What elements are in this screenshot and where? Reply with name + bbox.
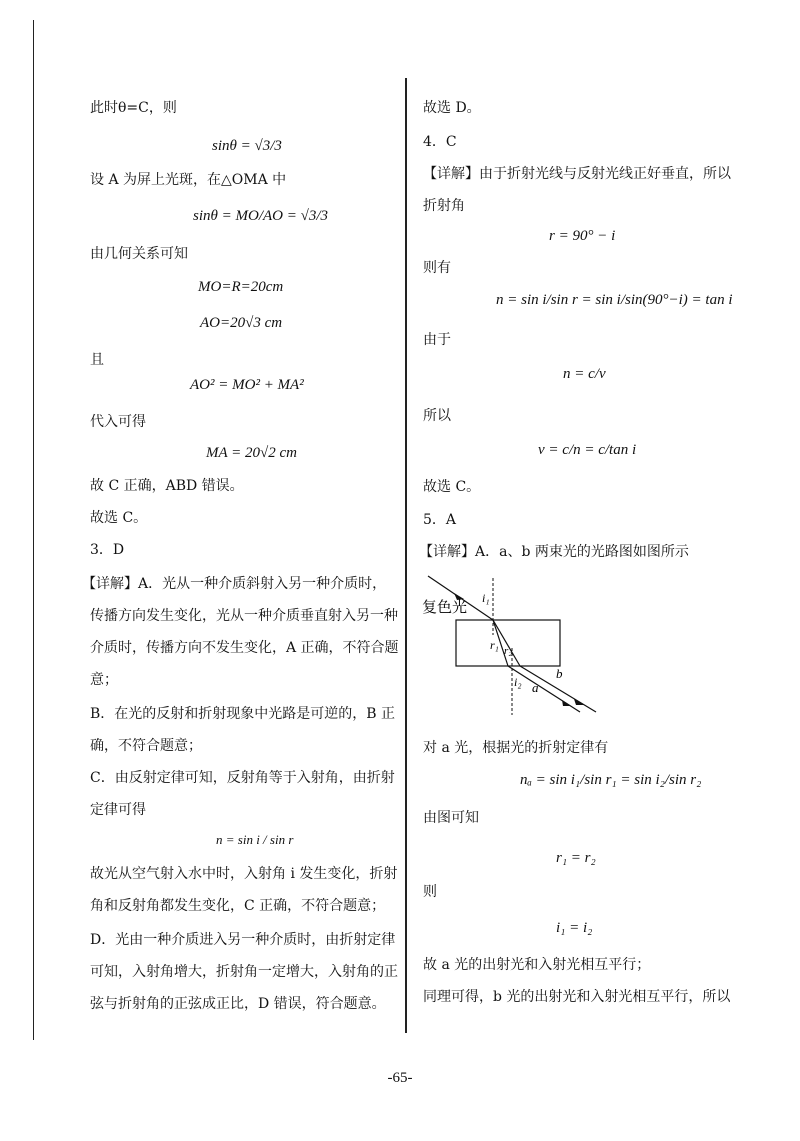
text-line: C．由反射定律可知，反射角等于入射角，由折射 [90,770,395,786]
text-line: 此时θ=C，则 [90,100,177,116]
text-line: 代入可得 [90,414,146,430]
equation: sinθ = MO/AO = √3/3 [193,208,329,224]
text-line: 角和反射角都发生变化，C 正确，不符合题意； [90,898,386,914]
margin-line [33,20,34,1040]
text-line: 由于 [423,332,451,348]
text-line: 可知，入射角增大，折射角一定增大，入射角的正 [90,964,398,980]
label-compound-light: 复色光 [422,600,468,616]
text-line: D．光由一种介质进入另一种介质时，由折射定律 [90,932,396,948]
question-number: 4．C [423,134,457,150]
question-number: 3．D [90,542,125,558]
label-r1: r₁ [490,638,499,652]
equation: nₐ = sin i₁/sin r₁ = sin i₂/sin r₂ [520,772,702,788]
text-line: 弦与折射角的正弦成正比，D 错误，符合题意。 [90,996,386,1012]
equation: r = 90° − i [549,228,616,244]
equation: AO² = MO² + MA² [190,377,304,393]
equation: AO=20√3 cm [200,315,283,331]
text-line: 则有 [423,260,451,276]
label-r2: r₂ [504,645,513,657]
equation: n = sin i/sin r = sin i/sin(90°−i) = tan i [496,292,733,308]
text-line: 故选 C。 [90,510,148,526]
text-line: 则 [423,884,437,900]
text-line: 定律可得 [90,802,146,818]
text-line: 故选 D。 [423,100,481,116]
equation: i₁ = i₂ [556,920,593,936]
equation: r₁ = r₂ [556,850,596,866]
label-i1: i₁ [482,591,490,605]
text-line: 故选 C。 [423,479,481,495]
text-line: 所以 [423,408,451,424]
text-line: 故 C 正确，ABD 错误。 [90,478,244,494]
text-line: 意； [90,672,118,688]
text-line: 设 A 为屏上光斑，在△OMA 中 [90,172,287,188]
text-line: 确，不符合题意； [90,738,202,754]
equation: MO=R=20cm [198,279,284,295]
text-line: 折射角 [423,198,465,214]
text-line: 传播方向发生变化，光从一种介质垂直射入另一种 [90,608,398,624]
text-line: 由几何关系可知 [90,246,188,262]
label-i2: i₂ [514,675,522,689]
glass-slab [456,620,560,666]
equation: n = c/v [563,366,606,382]
text-line: 对 a 光，根据光的折射定律有 [423,740,609,756]
column-divider [405,78,407,1033]
label-a: a [532,680,539,695]
equation: MA = 20√2 cm [206,445,297,461]
text-line: 介质时，传播方向不发生变化，A 正确，不符合题 [90,640,399,656]
equation: n = sin i / sin r [216,832,294,847]
page-number: -65- [387,1070,413,1086]
text-line: 【详解】由于折射光线与反射光线正好垂直，所以 [423,166,731,182]
incident-arrow-icon [454,593,464,600]
text-line: 由图可知 [423,810,479,826]
equation: v = c/n = c/tan i [538,442,637,458]
text-line: 同理可得，b 光的出射光和入射光相互平行，所以 [423,989,731,1005]
text-line: B．在光的反射和折射现象中光路是可逆的，B 正 [90,706,396,722]
text-line: 【详解】A．光从一种介质斜射入另一种介质时， [82,576,387,592]
question-number: 5．A [423,512,457,528]
text-line: 故 a 光的出射光和入射光相互平行； [423,957,651,973]
text-line: 且 [90,352,104,368]
label-b: b [556,666,563,681]
equation: sinθ = √3/3 [212,138,282,154]
text-line: 故光从空气射入水中时，入射角 i 发生变化，折射 [90,866,398,882]
light-path-diagram [420,560,620,720]
text-line: 【详解】A．a、b 两束光的光路图如图所示 [419,544,689,560]
